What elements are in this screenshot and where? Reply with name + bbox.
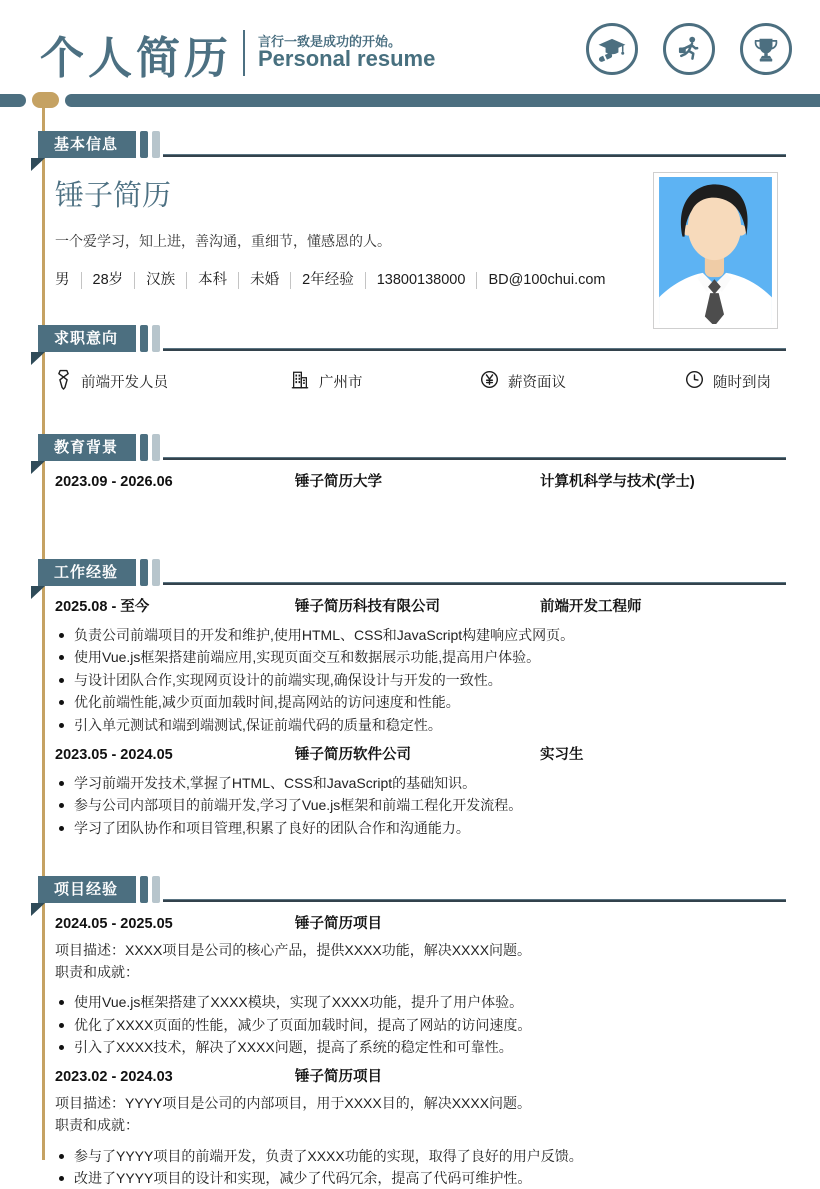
header-divider <box>243 30 245 76</box>
project-bullets <box>55 1145 785 1189</box>
bullet-item: 使用Vue.js框架搭建前端应用,实现页面交互和数据展示功能,提高用户体验。 <box>55 646 785 668</box>
ribbon-echo <box>140 559 148 586</box>
section-education <box>0 434 820 491</box>
detail-phone: 13800138000 <box>365 272 477 289</box>
intent-city-label: 广州市 <box>319 375 363 391</box>
bullet-item: 负责公司前端项目的开发和维护,使用HTML、CSS和JavaScript构建响应式网页。 <box>55 624 785 646</box>
detail-email: BD@100chui.com <box>476 272 616 289</box>
building-icon <box>290 370 310 394</box>
ribbon-echo <box>152 876 160 903</box>
ribbon-echo <box>140 325 148 352</box>
business-runner-icon <box>663 23 715 75</box>
ribbon-echo <box>140 876 148 903</box>
detail-degree: 本科 <box>186 272 238 289</box>
ribbon-echo <box>152 559 160 586</box>
bullet-item: 改进了YYYY项目的设计和实现，减少了代码冗余，提高了代码可维护性。 <box>55 1167 785 1189</box>
project-name: 锤子简历项目 <box>295 1069 382 1086</box>
bullet-item: 学习前端开发技术,掌握了HTML、CSS和JavaScript的基础知识。 <box>55 772 785 794</box>
intent-position <box>55 369 290 394</box>
work-entry-head <box>55 598 785 616</box>
detail-age: 28岁 <box>81 272 135 289</box>
bullet-item: 与设计团队合作,实现网页设计的前端实现,确保设计与开发的一致性。 <box>55 669 785 691</box>
project-entry-head <box>55 1068 785 1086</box>
project-period: 2024.05 - 2025.05 <box>55 916 173 932</box>
section-project-experience <box>0 876 820 1189</box>
trophy-icon <box>740 23 792 75</box>
header-tagline: 言行一致是成功的开始。 <box>258 34 402 49</box>
project-duty-label: 职责和成就： <box>55 963 139 980</box>
ribbon-echo <box>140 434 148 461</box>
header-subtitle: Personal resume <box>258 46 436 71</box>
page-title: 个人简历 <box>40 34 232 83</box>
work-role: 前端开发工程师 <box>540 599 642 615</box>
graduation-cap-icon <box>586 23 638 75</box>
work-entry-head <box>55 746 785 764</box>
intention-row <box>55 369 785 394</box>
divider-bar-gold <box>32 92 59 108</box>
edu-school: 锤子简历大学 <box>295 474 382 490</box>
bullet-item: 优化前端性能,减少页面加载时间,提高网站的访问速度和性能。 <box>55 691 785 713</box>
ribbon-fold <box>31 461 45 474</box>
work-org: 锤子简历软件公司 <box>295 747 411 764</box>
intent-salary <box>480 370 685 393</box>
section-rule <box>163 154 786 157</box>
work-period: 2023.05 - 2024.05 <box>55 747 173 764</box>
divider-bar-left <box>0 94 26 107</box>
edu-major: 计算机科学与技术(学士) <box>540 474 695 490</box>
bullet-item: 引入了XXXX技术，解决了XXXX问题，提高了系统的稳定性和可靠性。 <box>55 1036 785 1058</box>
project-name: 锤子简历项目 <box>295 916 382 932</box>
section-rule <box>163 457 786 460</box>
project-entry-head <box>55 915 785 933</box>
section-title-projects: 项目经验 <box>38 876 136 903</box>
education-entry <box>55 473 785 491</box>
intent-availability-label: 随时到岗 <box>713 375 771 391</box>
edu-period: 2023.09 - 2026.06 <box>55 474 173 490</box>
work-role: 实习生 <box>540 747 584 764</box>
section-title-intention: 求职意向 <box>38 325 136 352</box>
profile-photo <box>653 172 778 329</box>
bullet-item: 参与公司内部项目的前端开发,学习了Vue.js框架和前端工程化开发流程。 <box>55 794 785 816</box>
section-title-education: 教育背景 <box>38 434 136 461</box>
section-rule <box>163 582 786 585</box>
section-title-basic: 基本信息 <box>38 131 136 158</box>
project-period: 2023.02 - 2024.03 <box>55 1069 173 1086</box>
intent-city <box>290 370 480 394</box>
bullet-item: 使用Vue.js框架搭建了XXXX模块，实现了XXXX功能，提升了用户体验。 <box>55 991 785 1013</box>
tie-icon <box>55 369 72 394</box>
intent-availability <box>685 370 771 393</box>
section-basic-info <box>0 131 820 289</box>
project-description: 项目描述：YYYY项目是公司的内部项目，用于XXXX目的，解决XXXX问题。 <box>55 1095 532 1112</box>
work-bullets <box>55 624 785 736</box>
detail-experience: 2年经验 <box>290 272 365 289</box>
section-job-intention <box>0 325 820 394</box>
intent-salary-label: 薪资面议 <box>508 375 566 391</box>
ribbon-fold <box>31 352 45 365</box>
ribbon-echo <box>140 131 148 158</box>
salary-yen-icon <box>480 370 499 393</box>
detail-gender: 男 <box>55 272 70 288</box>
ribbon-fold <box>31 586 45 599</box>
person-summary: 一个爱学习，知上进，善沟通，重细节，懂感恩的人。 <box>55 233 391 249</box>
project-description: 项目描述：XXXX项目是公司的核心产品，提供XXXX功能，解决XXXX问题。 <box>55 942 532 958</box>
project-bullets <box>55 991 785 1058</box>
ribbon-echo <box>152 434 160 461</box>
clock-icon <box>685 370 704 393</box>
work-bullets <box>55 772 785 839</box>
section-rule <box>163 348 786 351</box>
ribbon-fold <box>31 158 45 171</box>
bullet-item: 引入单元测试和端到端测试,保证前端代码的质量和稳定性。 <box>55 714 785 736</box>
detail-marital: 未婚 <box>238 272 290 289</box>
section-work-experience <box>0 559 820 839</box>
section-title-work: 工作经验 <box>38 559 136 586</box>
header-icons <box>586 23 792 75</box>
detail-ethnicity: 汉族 <box>134 272 186 289</box>
intent-position-label: 前端开发人员 <box>81 375 168 391</box>
project-duty-label: 职责和成就： <box>55 1117 139 1133</box>
bullet-item: 优化了XXXX页面的性能，减少了页面加载时间，提高了网站的访问速度。 <box>55 1014 785 1036</box>
person-name: 锤子简历 <box>55 180 172 212</box>
ribbon-echo <box>152 131 160 158</box>
bullet-item: 参与了YYYY项目的前端开发，负责了XXXX功能的实现，取得了良好的用户反馈。 <box>55 1145 785 1167</box>
divider-bar-right <box>65 94 820 107</box>
section-rule <box>163 899 786 902</box>
work-org: 锤子简历科技有限公司 <box>295 599 440 615</box>
ribbon-echo <box>152 325 160 352</box>
work-period: 2025.08 - 至今 <box>55 599 150 615</box>
bullet-item: 学习了团队协作和项目管理,积累了良好的团队合作和沟通能力。 <box>55 817 785 839</box>
ribbon-fold <box>31 903 45 916</box>
